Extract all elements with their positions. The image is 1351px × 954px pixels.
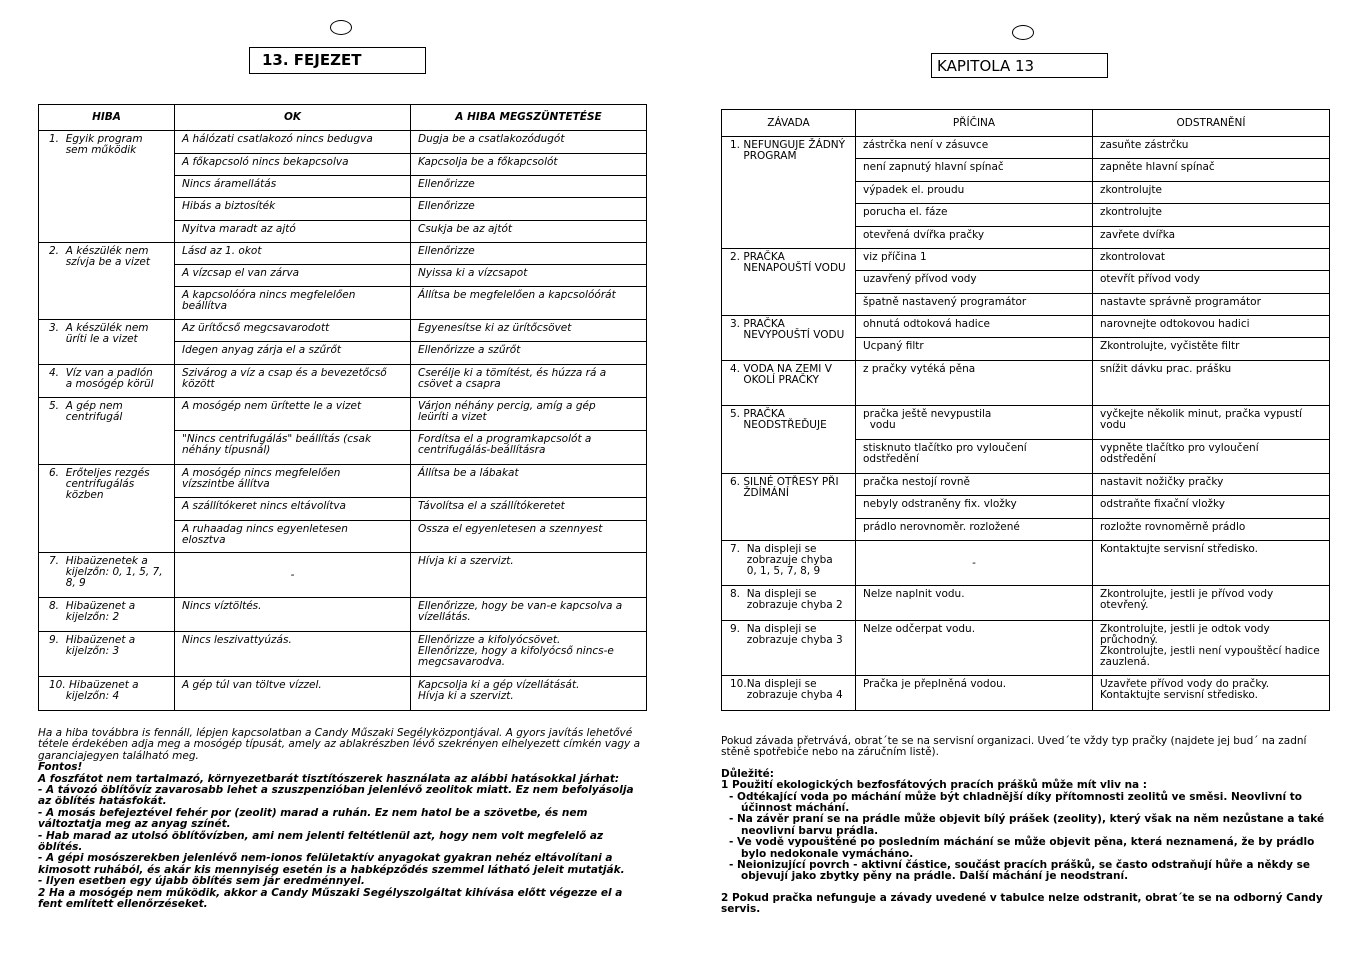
remedy-cell: Dugja be a csatlakozódugót: [411, 131, 647, 154]
table-row: [722, 406, 1330, 440]
table-row: [39, 131, 647, 154]
notes-section: [38, 728, 643, 911]
cause-cell: Hibás a biztosíték: [175, 198, 411, 221]
note-paragraph: - Hab marad az utolsó öblítővízben, ami nem jelenti feltétlenül azt, hogy nem volt megfelelő az öblítés.: [38, 829, 604, 854]
header-problem: ZÁVADA: [722, 110, 856, 137]
cause-cell: Pračka je přeplněná vodou.: [856, 676, 1093, 711]
remedy-cell: Kontaktujte servisní středisko.: [1093, 541, 1330, 586]
remedy-cell: Ellenőrizze a kifolyócsövet. Ellenőrizze, hogy a kifolyócső nincs-e megcsavarodva.: [411, 632, 647, 677]
cause-cell: stisknuto tlačítko pro vyloučení odstředění: [856, 440, 1093, 474]
cause-cell: pračka nestojí rovně: [856, 474, 1093, 496]
cause-cell: pračka ještě nevypustila vodu: [856, 406, 1093, 440]
table-row: [722, 586, 1330, 621]
header-remedy: ODSTRANĚNÍ: [1093, 110, 1330, 137]
remedy-cell: Ellenőrizze: [411, 243, 647, 265]
page-marker-oval: [330, 20, 352, 35]
header-cause: OK: [175, 105, 411, 131]
cause-cell: Nincs víztöltés.: [175, 598, 411, 632]
cause-cell: ohnutá odtoková hadice: [856, 316, 1093, 338]
cause-cell: špatně nastavený programátor: [856, 294, 1093, 316]
remedy-cell: Ellenőrizze: [411, 176, 647, 198]
cause-cell: Nincs leszivattyúzás.: [175, 632, 411, 677]
chapter-title: KAPITOLA 13: [931, 53, 1108, 78]
remedy-cell: vypněte tlačítko pro vyloučení odstředění: [1093, 440, 1330, 474]
cause-cell: Lásd az 1. okot: [175, 243, 411, 265]
cause-cell: "Nincs centrifugálás" beállítás (csak néhány típusnál): [175, 431, 411, 465]
remedy-cell: zkontrolujte: [1093, 182, 1330, 204]
table-row: [722, 621, 1330, 676]
remedy-cell: zasuňte zástrčku: [1093, 137, 1330, 159]
cause-cell: z pračky vytéká pěna: [856, 361, 1093, 406]
cause-cell: A mosógép nincs megfelelően vízszintbe állítva: [175, 465, 411, 498]
problem-cell: 4. Víz van a padlón a mosógép körül: [39, 365, 175, 398]
remedy-cell: Ellenőrizze a szűrőt: [411, 342, 647, 365]
remedy-cell: odstraňte fixační vložky: [1093, 496, 1330, 519]
remedy-cell: Kapcsolja be a főkapcsolót: [411, 154, 647, 176]
note-paragraph: - Na závěr praní se na prádle může objevit bílý prášek (zeolity), který však na něm nezůstane a také neovlivní barvu prádla.: [729, 813, 1325, 837]
problem-cell: 7. Na displeji se zobrazuje chyba 0, 1, 5, 7, 8, 9: [722, 541, 856, 586]
header-problem: HIBA: [39, 105, 175, 131]
table-row: [39, 243, 647, 265]
cause-cell: A kapcsolóóra nincs megfelelően beállítva: [175, 287, 411, 320]
remedy-cell: Cserélje ki a tömítést, és húzza rá a csövet a csapra: [411, 365, 647, 398]
cause-cell: prádlo nerovnoměr. rozložené: [856, 519, 1093, 541]
table-row: [722, 249, 1330, 271]
cause-cell: A mosógép nem ürítette le a vizet: [175, 398, 411, 431]
problem-cell: 9. Hibaüzenet a kijelzőn: 3: [39, 632, 175, 677]
cause-cell: výpadek el. proudu: [856, 182, 1093, 204]
troubleshooting-table: [721, 109, 1330, 711]
problem-cell: 5. PRAČKA NEODSTŘEĎUJE: [722, 406, 856, 474]
table-row: [39, 632, 647, 677]
remedy-cell: Ossza el egyenletesen a szennyest: [411, 521, 647, 553]
problem-cell: 2. A készülék nem szívja be a vizet: [39, 243, 175, 320]
cause-cell: Nyitva maradt az ajtó: [175, 221, 411, 243]
remedy-cell: Hívja ki a szervizt.: [411, 553, 647, 598]
table-row: [722, 676, 1330, 711]
table-row: [39, 398, 647, 431]
remedy-cell: otevřít přívod vody: [1093, 271, 1330, 294]
cause-cell: Ucpaný filtr: [856, 338, 1093, 361]
table-row: [39, 677, 647, 711]
remedy-cell: Csukja be az ajtót: [411, 221, 647, 243]
note-paragraph: 1 Použití ekologických bezfosfátových pracích prášků může mít vliv na :: [721, 779, 1147, 792]
note-paragraph: - A mosás befejeztével fehér por (zeolit) marad a ruhán. Ez nem hatol be a szövetbe, és nem változtatja meg az anyag színét.: [38, 806, 588, 831]
table-row: [39, 365, 647, 398]
chapter-title: 13. FEJEZET: [249, 47, 426, 74]
header-cause: PŘÍČINA: [856, 110, 1093, 137]
troubleshooting-table: [38, 104, 647, 711]
table-row: [722, 316, 1330, 338]
cause-cell: -: [175, 553, 411, 598]
cause-cell: otevřená dvířka pračky: [856, 227, 1093, 249]
remedy-cell: Ellenőrizze: [411, 198, 647, 221]
cause-cell: A ruhaadag nincs egyenletesen elosztva: [175, 521, 411, 553]
notes-section: [721, 736, 1328, 916]
remedy-cell: Nyissa ki a vízcsapot: [411, 265, 647, 287]
remedy-cell: nastavit nožičky pračky: [1093, 474, 1330, 496]
table-row: [722, 541, 1330, 586]
cause-cell: -: [856, 541, 1093, 586]
problem-cell: 3. PRAČKA NEVYPOUŠTÍ VODU: [722, 316, 856, 361]
problem-cell: 3. A készülék nem üríti le a vizet: [39, 320, 175, 365]
cause-cell: uzavřený přívod vody: [856, 271, 1093, 294]
cause-cell: A gép túl van töltve vízzel.: [175, 677, 411, 711]
note-paragraph: Ha a hiba továbbra is fennáll, lépjen kapcsolatban a Candy Műszaki Segélyközpontjával. A gyors javítás lehetővé tétele érdekében adja meg a mosógép típusát, amely az ablakrészben lévő szekrényen elhelyezett címkén vagy a garanciajegyen található meg.: [38, 727, 641, 762]
remedy-cell: rozložte rovnoměrně prádlo: [1093, 519, 1330, 541]
problem-cell: 1. Egyik program sem működik: [39, 131, 175, 243]
cause-cell: Az ürítőcső megcsavarodott: [175, 320, 411, 342]
note-paragraph: - A gépi mosószerekben jelenlévő nem-ionos felületaktív anyagokat gyakran nehéz eltávolítani a kimosott ruhából, és akár kis mennyiség esetén is a habképződés szemmel látható jeleit mutatják.: [38, 852, 625, 876]
cause-cell: viz příčina 1: [856, 249, 1093, 271]
remedy-cell: Uzavřete přívod vody do pračky. Kontaktujte servisní středisko.: [1093, 676, 1330, 711]
remedy-cell: Zkontrolujte, jestli je odtok vody průchodný. Zkontrolujte, jestli není vypouštěcí hadice zauzlená.: [1093, 621, 1330, 676]
table-row: [39, 320, 647, 342]
problem-cell: 5. A gép nem centrifugál: [39, 398, 175, 465]
cause-cell: Nelze naplnit vodu.: [856, 586, 1093, 621]
problem-cell: 8. Na displeji se zobrazuje chyba 2: [722, 586, 856, 621]
cause-cell: porucha el. fáze: [856, 204, 1093, 227]
remedy-cell: Távolítsa el a szállítókeretet: [411, 498, 647, 521]
problem-cell: 9. Na displeji se zobrazuje chyba 3: [722, 621, 856, 676]
cause-cell: nebyly odstraněny fix. vložky: [856, 496, 1093, 519]
note-paragraph: Fontos!: [38, 761, 83, 774]
note-paragraph: 2 Pokud pračka nefunguje a závady uvedené v tabulce nelze odstranit, obrat´te se na odborný Candy servis.: [721, 891, 1323, 916]
remedy-cell: zavřete dvířka: [1093, 227, 1330, 249]
remedy-cell: Várjon néhány percig, amíg a gép leüríti a vizet: [411, 398, 647, 431]
note-paragraph: Pokud závada přetrvává, obrat´te se na servisní organizaci. Uved´te vždy typ pračky (najdete jej bud´ na zadní stěně spotřebiče nebo na záručním listě).: [721, 735, 1307, 759]
remedy-cell: nastavte správně programátor: [1093, 294, 1330, 316]
table-row: [722, 474, 1330, 496]
problem-cell: 1. NEFUNGUJE ŽÁDNÝ PROGRAM: [722, 137, 856, 249]
problem-cell: 6. SILNÉ OTŘESY PŘI ŽDÍMÁNÍ: [722, 474, 856, 541]
problem-cell: 8. Hibaüzenet a kijelzőn: 2: [39, 598, 175, 632]
note-paragraph: Důležité:: [721, 767, 774, 780]
remedy-cell: Zkontrolujte, jestli je přívod vody otevřený.: [1093, 586, 1330, 621]
table-row: [722, 137, 1330, 159]
cause-cell: Szivárog a víz a csap és a bevezetőcső között: [175, 365, 411, 398]
note-paragraph: - Ve vodě vypouštěné po posledním máchání se může objevit pěna, která neznamená, že by prádlo bylo nedokonale vymácháno.: [729, 836, 1315, 860]
cause-cell: A vízcsap el van zárva: [175, 265, 411, 287]
table-row: [39, 465, 647, 498]
cause-cell: Idegen anyag zárja el a szűrőt: [175, 342, 411, 365]
problem-cell: 7. Hibaüzenetek a kijelzőn: 0, 1, 5, 7, 8, 9: [39, 553, 175, 598]
problem-cell: 6. Erőteljes rezgés centrifugálás közben: [39, 465, 175, 553]
cause-cell: není zapnutý hlavní spínač: [856, 159, 1093, 182]
page-marker-oval: [1012, 25, 1034, 40]
cause-cell: Nelze odčerpat vodu.: [856, 621, 1093, 676]
table-row: [39, 553, 647, 598]
cause-cell: A hálózati csatlakozó nincs bedugva: [175, 131, 411, 154]
remedy-cell: Fordítsa el a programkapcsolót a centrifugálás-beállításra: [411, 431, 647, 465]
remedy-cell: Állítsa be a lábakat: [411, 465, 647, 498]
remedy-cell: zapněte hlavní spínač: [1093, 159, 1330, 182]
remedy-cell: Zkontrolujte, vyčistěte filtr: [1093, 338, 1330, 361]
remedy-cell: Egyenesítse ki az ürítőcsövet: [411, 320, 647, 342]
remedy-cell: Ellenőrizze, hogy be van-e kapcsolva a vízellátás.: [411, 598, 647, 632]
cause-cell: Nincs áramellátás: [175, 176, 411, 198]
problem-cell: 10.Na displeji se zobrazuje chyba 4: [722, 676, 856, 711]
remedy-cell: zkontrolovat: [1093, 249, 1330, 271]
remedy-cell: snížit dávku prac. prášku: [1093, 361, 1330, 406]
cause-cell: A főkapcsoló nincs bekapcsolva: [175, 154, 411, 176]
note-paragraph: - Ilyen esetben egy újabb öblítés sem jár eredménnyel.: [38, 875, 365, 888]
problem-cell: 4. VODA NA ZEMI V OKOLÍ PRAČKY: [722, 361, 856, 406]
remedy-cell: vyčkejte několik minut, pračka vypustí vodu: [1093, 406, 1330, 440]
table-row: [39, 598, 647, 632]
note-paragraph: - A távozó öblítővíz zavarosabb lehet a szuszpenzióban jelenlévő zeolitok miatt. Ez nem befolyásolja az öblítés hatásfokát.: [38, 784, 634, 808]
remedy-cell: Állítsa be megfelelően a kapcsolóórát: [411, 287, 647, 320]
note-paragraph: - Neionizující povrch - aktivní částice, součást pracích prášků, se často odstraňují hůře a někdy se objevují jako zbytky pěny na prádle. Další máchání je neodstraní.: [729, 859, 1311, 883]
cause-cell: zástrčka není v zásuvce: [856, 137, 1093, 159]
note-paragraph: A foszfátot nem tartalmazó, környezetbarát tisztítószerek használata az alábbi hatásokkal járhat:: [38, 772, 620, 785]
note-paragraph: - Odtékající voda po máchání může být chladnější díky přítomnosti zeolitů ve směsi. Neovlivní to účinnost máchání.: [729, 790, 1302, 815]
note-paragraph: 2 Ha a mosógép nem működik, akkor a Candy Műszaki Segélyszolgáltat kihívása előtt végezze el a fent említett ellenőrzéseket.: [38, 886, 623, 911]
remedy-cell: Kapcsolja ki a gép vízellátását. Hívja ki a szervizt.: [411, 677, 647, 711]
header-remedy: A HIBA MEGSZÜNTETÉSE: [411, 105, 647, 131]
cause-cell: A szállítókeret nincs eltávolítva: [175, 498, 411, 521]
problem-cell: 10. Hibaüzenet a kijelzőn: 4: [39, 677, 175, 711]
remedy-cell: zkontrolujte: [1093, 204, 1330, 227]
problem-cell: 2. PRAČKA NENAPOUŠTÍ VODU: [722, 249, 856, 316]
table-row: [722, 361, 1330, 406]
remedy-cell: narovnejte odtokovou hadici: [1093, 316, 1330, 338]
